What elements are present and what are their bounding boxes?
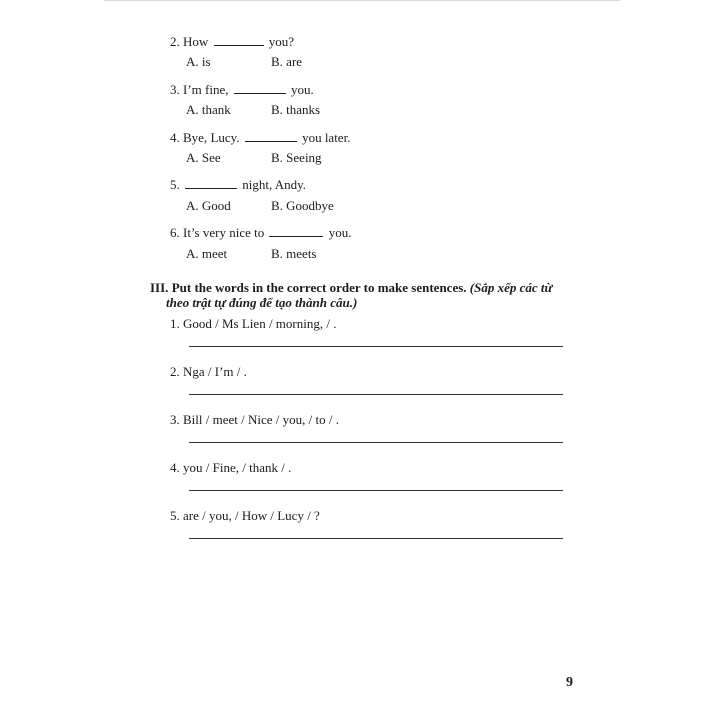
section-instruction-en: Put the words in the correct order to make sentences.	[171, 280, 467, 295]
section-number: III.	[150, 280, 169, 295]
item-words: are / you, / How / Lucy / ?	[183, 508, 320, 523]
reorder-item-3	[170, 412, 339, 428]
item-number: 1.	[170, 316, 180, 331]
option-a[interactable]: A. is	[186, 54, 211, 69]
answer-blank[interactable]	[214, 35, 264, 46]
question-text-after: you.	[290, 82, 314, 97]
page-number: 9	[566, 675, 573, 690]
question-text-after: you later.	[302, 130, 351, 145]
option-b[interactable]: B. are	[271, 54, 303, 69]
option-a[interactable]: A. thank	[186, 102, 231, 117]
answer-line[interactable]	[189, 538, 563, 539]
workbook-page	[104, 0, 620, 722]
item-number: 5.	[170, 508, 180, 523]
option-a[interactable]: A. Good	[186, 198, 231, 213]
question-number: 5.	[170, 177, 180, 192]
question-text-after: you.	[328, 225, 352, 240]
reorder-item-1	[170, 316, 336, 332]
answer-line[interactable]	[189, 490, 563, 491]
question-number: 3.	[170, 82, 180, 97]
answer-blank[interactable]	[269, 226, 323, 237]
question-number: 2.	[170, 34, 180, 49]
answer-blank[interactable]	[234, 83, 286, 94]
reorder-item-2	[170, 364, 247, 380]
question-2	[170, 34, 294, 50]
option-b[interactable]: B. Goodbye	[271, 198, 334, 213]
answer-blank[interactable]	[185, 178, 237, 189]
page-top-edge	[104, 0, 620, 1]
option-b[interactable]: B. meets	[271, 246, 317, 261]
option-a[interactable]: A. meet	[186, 246, 228, 261]
question-text-before: Bye, Lucy.	[183, 130, 240, 145]
question-6	[170, 225, 351, 241]
answer-line[interactable]	[189, 442, 563, 443]
answer-line[interactable]	[189, 394, 563, 395]
section-heading-line-2	[166, 295, 357, 311]
question-text-after: night, Andy.	[242, 177, 307, 192]
item-number: 4.	[170, 460, 180, 475]
reorder-item-4	[170, 460, 291, 476]
answer-blank[interactable]	[245, 131, 297, 142]
section-instruction-vi: (Sắp xếp các từ	[469, 280, 553, 295]
section-instruction-vi-cont: theo trật tự đúng để tạo thành câu.)	[166, 295, 358, 310]
option-b[interactable]: B. thanks	[271, 102, 321, 117]
item-number: 3.	[170, 412, 180, 427]
question-number: 6.	[170, 225, 180, 240]
item-words: Bill / meet / Nice / you, / to / .	[183, 412, 339, 427]
question-text-after: you?	[268, 34, 295, 49]
answer-line[interactable]	[189, 346, 563, 347]
item-words: you / Fine, / thank / .	[183, 460, 292, 475]
reorder-item-5	[170, 508, 320, 524]
section-heading	[150, 280, 552, 296]
question-5	[170, 177, 306, 193]
question-text-before: It’s very nice to	[183, 225, 265, 240]
question-number: 4.	[170, 130, 180, 145]
item-words: Good / Ms Lien / morning, / .	[183, 316, 337, 331]
option-a[interactable]: A. See	[186, 150, 221, 165]
option-b[interactable]: B. Seeing	[271, 150, 322, 165]
item-words: Nga / I’m / .	[183, 364, 247, 379]
item-number: 2.	[170, 364, 180, 379]
question-4	[170, 130, 350, 146]
question-3	[170, 82, 314, 98]
question-text-before: I’m fine,	[183, 82, 229, 97]
question-text-before: How	[183, 34, 209, 49]
